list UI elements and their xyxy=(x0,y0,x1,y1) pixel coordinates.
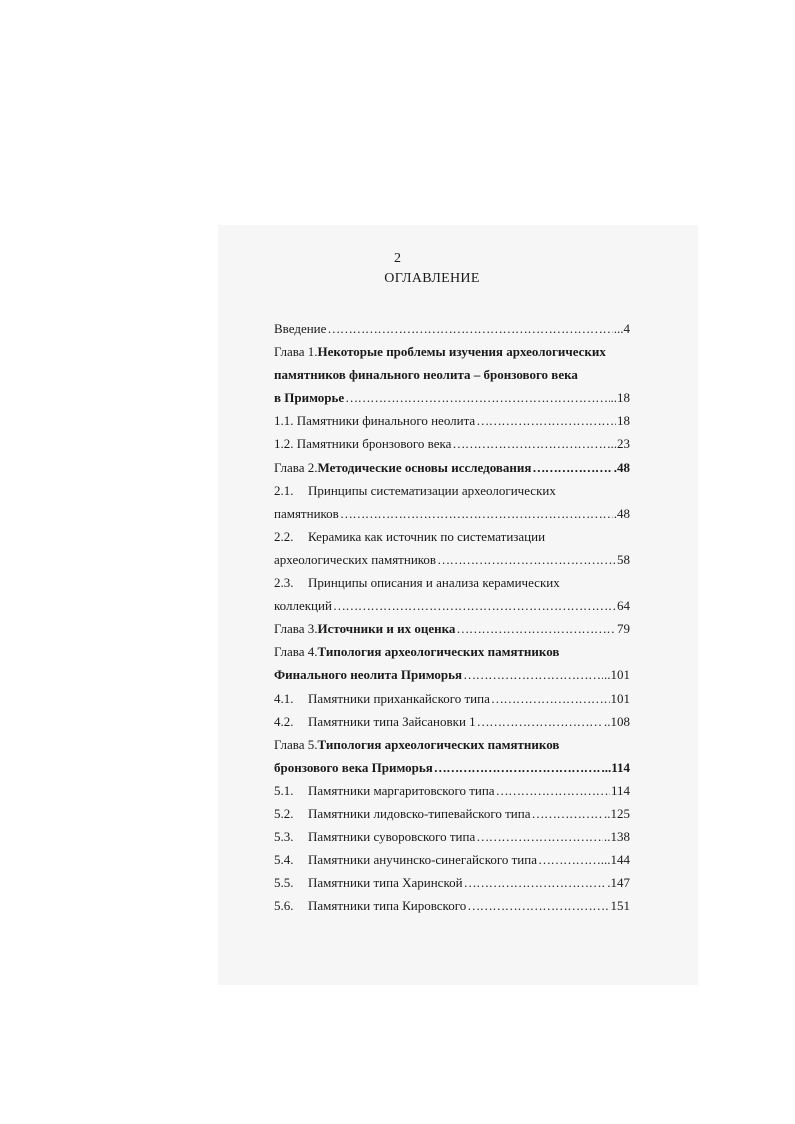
toc-section-5-4 xyxy=(274,848,630,871)
dot-leader xyxy=(476,825,603,848)
chapter-prefix: Глава 5. xyxy=(274,736,318,752)
chapter-prefix: Глава 4. xyxy=(274,644,318,660)
toc-entry-intro xyxy=(274,317,630,340)
toc-section-2-2-line-1 xyxy=(274,525,630,548)
toc-section-2-1-line-1 xyxy=(274,479,630,502)
toc-entry-text: Принципы систематизации археологических xyxy=(308,482,556,498)
toc-page-number: ...23 xyxy=(607,436,630,452)
toc-chapter-3 xyxy=(274,617,630,640)
toc-section-5-3 xyxy=(274,825,630,848)
toc-page-number: 64 xyxy=(617,598,630,614)
chapter-title: Методические основы исследования xyxy=(317,459,532,475)
section-number: 2.2. xyxy=(274,528,294,544)
toc-chapter-1-line-3 xyxy=(274,386,630,409)
toc-section-2-1-line-2 xyxy=(274,502,630,525)
section-number: 2.1. xyxy=(274,482,294,498)
section-number: 5.3. xyxy=(274,829,294,845)
toc-page-number: ...144 xyxy=(600,852,630,868)
dot-leader xyxy=(340,502,613,525)
toc-entry-text: памятников xyxy=(274,505,339,521)
toc-section-5-1 xyxy=(274,779,630,802)
toc-entry-text: Памятники маргаритовского типа xyxy=(308,782,495,798)
toc-entry-text: 1.2. Памятники бронзового века xyxy=(274,436,452,452)
section-number: 5.6. xyxy=(274,898,294,914)
toc-entry-text: Принципы описания и анализа керамических xyxy=(308,575,560,591)
toc-entry-text: Памятники анучинско-синегайского типа xyxy=(308,852,537,868)
section-number: 4.2. xyxy=(274,713,294,729)
toc-entry-text: Введение xyxy=(274,321,327,336)
toc-page-number: ..138 xyxy=(604,829,630,845)
toc-entry-text: 1.1. Памятники финального неолита xyxy=(274,413,476,429)
toc-section-1-1 xyxy=(274,409,630,432)
chapter-title: памятников финального неолита – бронзового века xyxy=(274,367,578,383)
toc-page-number: 114 xyxy=(610,782,630,798)
toc-section-2-2-line-2 xyxy=(274,548,630,571)
dot-leader xyxy=(532,456,612,479)
toc-page-number: .48 xyxy=(613,459,630,475)
toc-page-number: 58 xyxy=(617,551,630,567)
dot-leader xyxy=(491,687,610,710)
toc-entry-text: коллекций xyxy=(274,598,332,614)
dot-leader xyxy=(477,710,603,733)
toc-entry-text: Памятники типа Кировского xyxy=(308,898,467,914)
table-of-contents xyxy=(274,317,630,917)
toc-page-number: ..108 xyxy=(604,713,630,729)
section-number: 2.3. xyxy=(274,575,294,591)
dot-leader xyxy=(327,317,612,340)
chapter-title: Некоторые проблемы изучения археологических xyxy=(317,344,606,360)
section-number: 5.5. xyxy=(274,875,294,891)
toc-page-number: ..125 xyxy=(604,805,630,821)
toc-section-5-2 xyxy=(274,802,630,825)
toc-entry-text: Памятники типа Харинской xyxy=(308,875,463,891)
toc-page-number: 79 xyxy=(617,621,630,637)
toc-entry-text: Керамика как источник по систематизации xyxy=(308,528,546,544)
toc-chapter-5-line-1 xyxy=(274,733,630,756)
toc-page-number: 151 xyxy=(610,898,630,914)
toc-section-5-6 xyxy=(274,894,630,917)
toc-section-1-2 xyxy=(274,432,630,455)
section-number: 5.4. xyxy=(274,852,294,868)
toc-chapter-1-line-2 xyxy=(274,363,630,386)
toc-entry-text: Памятники лидовско-типевайского типа xyxy=(308,805,531,821)
toc-section-2-3-line-1 xyxy=(274,571,630,594)
section-number: 5.1. xyxy=(274,782,294,798)
toc-section-2-3-line-2 xyxy=(274,594,630,617)
chapter-title: Финального неолита Приморья xyxy=(274,667,463,683)
toc-page-number: 18 xyxy=(617,413,630,429)
page-number: 2 xyxy=(394,251,401,266)
dot-leader xyxy=(456,617,616,640)
dot-leader xyxy=(538,848,600,871)
toc-entry-text: Памятники приханкайского типа xyxy=(308,690,490,706)
chapter-prefix: Глава 1. xyxy=(274,344,318,360)
toc-chapter-1-line-1 xyxy=(274,340,630,363)
chapter-title: бронзового века Приморья xyxy=(274,759,433,775)
dot-leader xyxy=(345,386,609,409)
chapter-prefix: Глава 2. xyxy=(274,459,318,475)
toc-chapter-4-line-1 xyxy=(274,640,630,663)
chapter-title: Источники и их оценка xyxy=(317,621,456,637)
dot-leader xyxy=(437,548,616,571)
chapter-prefix: Глава 3. xyxy=(274,621,318,637)
dot-leader xyxy=(452,432,606,455)
chapter-title: в Приморье xyxy=(274,390,345,406)
dot-leader xyxy=(464,871,607,894)
toc-page-number: ...114 xyxy=(601,759,630,775)
dot-leader xyxy=(434,756,601,779)
dot-leader xyxy=(463,663,603,686)
toc-section-5-5 xyxy=(274,871,630,894)
toc-section-4-2 xyxy=(274,710,630,733)
chapter-title: Типология археологических памятников xyxy=(317,644,560,660)
dot-leader xyxy=(496,779,610,802)
toc-entry-text: Памятники суворовского типа xyxy=(308,829,476,845)
toc-page-number: .147 xyxy=(607,875,630,891)
toc-chapter-4-line-2 xyxy=(274,663,630,686)
toc-heading: ОГЛАВЛЕНИЕ xyxy=(384,271,480,286)
toc-page-number: ..18 xyxy=(610,390,630,406)
toc-page-number: ...4 xyxy=(613,321,630,336)
toc-entry-text: археологических памятников xyxy=(274,551,437,567)
section-number: 5.2. xyxy=(274,805,294,821)
toc-page-number: .48 xyxy=(613,505,630,521)
dot-leader xyxy=(467,894,609,917)
chapter-title: Типология археологических памятников xyxy=(317,736,560,752)
toc-section-4-1 xyxy=(274,687,630,710)
section-number: 4.1. xyxy=(274,690,294,706)
dot-leader xyxy=(531,802,603,825)
dot-leader xyxy=(476,409,616,432)
dot-leader xyxy=(333,594,616,617)
toc-entry-text: Памятники типа Зайсановки 1 xyxy=(308,713,476,729)
toc-page-number: 101 xyxy=(610,690,630,706)
toc-chapter-5-line-2 xyxy=(274,756,630,779)
toc-chapter-2 xyxy=(274,456,630,479)
toc-page-number: ..101 xyxy=(604,667,630,683)
